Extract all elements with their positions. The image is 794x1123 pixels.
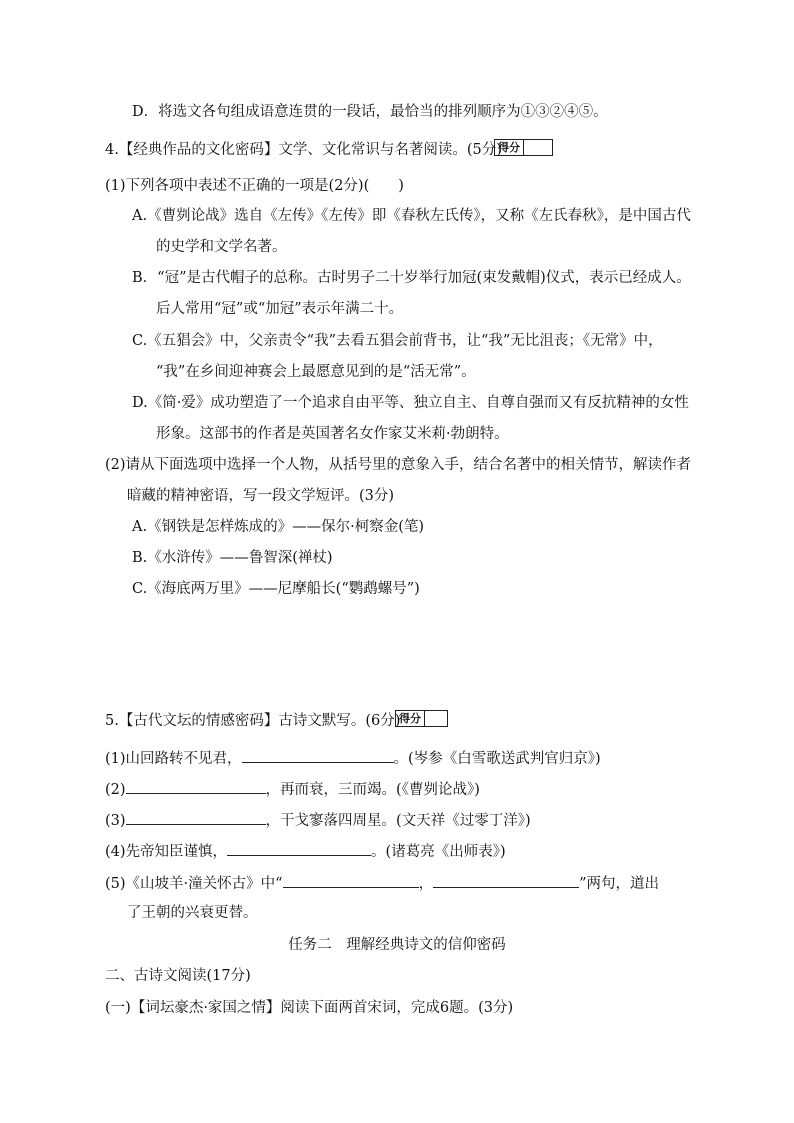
q5-line4 [105, 840, 506, 862]
score-field[interactable] [425, 711, 447, 726]
q4-sub1-option-d-line2: 形象。这部书的作者是英国著名女作家艾米莉·勃朗特。 [156, 426, 509, 442]
q5-line2-suffix: ，再而衰，三而竭。(《曹刿论战》) [265, 782, 480, 798]
section2-sub1: (一)【词坛豪杰·家国之情】阅读下面两首宋词，完成6题。(3分) [105, 1000, 514, 1016]
q4-sub1-option-a-line2: 的史学和文学名著。 [156, 239, 287, 255]
q5-blank-5[interactable] [283, 872, 419, 888]
q3-option-d: D．将选文各句组成语意连贯的一段话，最恰当的排列顺序为①③②④⑤。 [132, 104, 608, 120]
q5-line2 [105, 778, 480, 800]
q4-sub1-option-d-line1: D.《简·爱》成功塑造了一个追求自由平等、独立自主、自尊自强而又有反抗精神的女性 [132, 395, 689, 411]
score-label: 得分 [396, 711, 425, 726]
q4-sub2-option-c: C.《海底两万里》——尼摩船长(“鹦鹉螺号”) [132, 581, 420, 597]
q5-line4-prefix: (4)先帝知臣谨慎， [105, 844, 228, 860]
q5-title: 5.【古代文坛的情感密码】古诗文默写。(6分) [105, 713, 401, 729]
q5-line4-suffix: 。(诸葛亮《出师表》) [371, 844, 506, 860]
q4-sub2-option-a: A.《钢铁是怎样炼成的》——保尔·柯察金(笔) [132, 519, 425, 535]
q5-line1-suffix: 。(岑参《白雪歌送武判官归京》) [393, 751, 601, 767]
q4-sub2-stem-line2: 暗藏的精神密语，写一段文学短评。(3分) [127, 488, 395, 504]
q5-line5-suffix: ”两句，道出 [579, 876, 659, 892]
q4-score-box[interactable] [494, 139, 553, 156]
q4-sub2-stem-line1: (2)请从下面选项中选择一个人物，从括号里的意象入手，结合名著中的相关情节，解读作者 [105, 457, 692, 473]
q4-sub1-option-a-line1: A.《曹刿论战》选自《左传》《左传》即《春秋左氏传》，又称《左氏春秋》，是中国古代 [132, 208, 691, 224]
q5-line5 [105, 872, 659, 894]
q5-blank-6[interactable] [433, 872, 579, 888]
section2-title: 二、古诗文阅读(17分) [105, 968, 251, 984]
q4-sub1-stem: (1)下列各项中表述不正确的一项是(2分)( ) [105, 178, 404, 194]
q4-sub1-option-c-line1: C.《五猖会》中，父亲责令“我”去看五猖会前背书，让“我”无比沮丧；《无常》中， [132, 333, 663, 349]
q5-line3 [105, 809, 531, 831]
q4-sub2-option-b: B.《水浒传》——鲁智深(禅杖) [132, 550, 333, 566]
q5-line1-prefix: (1)山回路转不见君， [105, 751, 242, 767]
task2-title: 任务二 理解经典诗文的信仰密码 [288, 937, 506, 953]
q5-blank-1[interactable] [242, 747, 394, 763]
q5-line5-continued: 了王朝的兴衰更替。 [127, 905, 258, 921]
q5-line1 [105, 747, 601, 769]
q5-line5-prefix: (5)《山坡羊·潼关怀古》中“ [105, 876, 283, 892]
q4-sub1-option-b-line2: 后人常用“冠”或“加冠”表示年满二十。 [156, 301, 404, 317]
score-label: 得分 [495, 140, 524, 155]
q5-line3-prefix: (3) [105, 813, 126, 829]
q5-blank-2[interactable] [126, 778, 266, 794]
q5-blank-4[interactable] [227, 840, 371, 856]
q5-line2-prefix: (2) [105, 782, 126, 798]
q5-blank-3[interactable] [126, 809, 266, 825]
q5-line3-suffix: ，干戈寥落四周星。(文天祥《过零丁洋》) [265, 813, 531, 829]
q4-sub1-option-b-line1: B．“冠”是古代帽子的总称。古时男子二十岁举行加冠(束发戴帽)仪式，表示已经成人。 [132, 270, 691, 286]
q4-sub1-option-c-line2: “我”在乡间迎神赛会上最愿意见到的是“活无常”。 [156, 364, 476, 380]
q5-score-box[interactable] [395, 710, 448, 727]
score-field[interactable] [524, 140, 552, 155]
q4-title: 4.【经典作品的文化密码】文学、文化常识与名著阅读。(5分) [105, 142, 502, 158]
q5-line5-comma: ， [418, 876, 434, 892]
